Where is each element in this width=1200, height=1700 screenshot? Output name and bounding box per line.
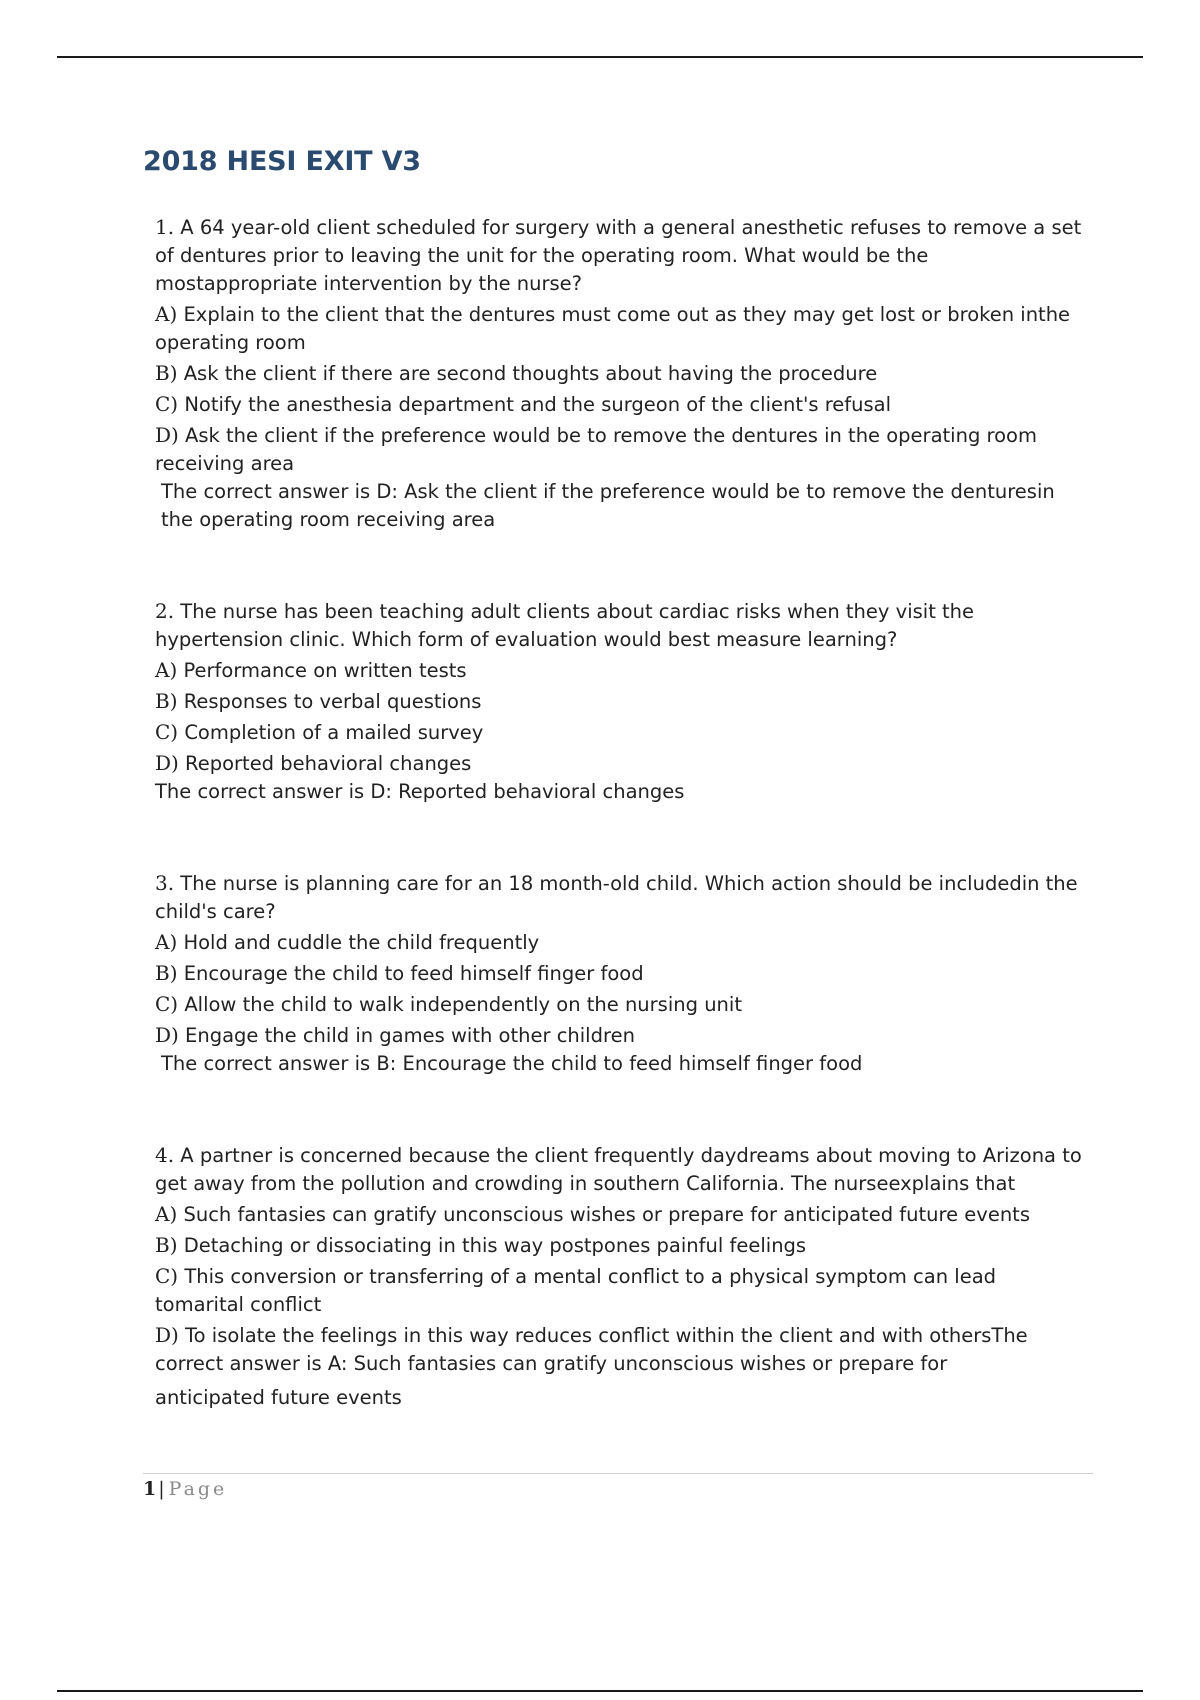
option-letter: C) [155, 992, 179, 1016]
option-text: Ask the client if there are second thoughts about having the procedure [183, 362, 878, 385]
option-letter: B) [155, 689, 178, 713]
option-c [155, 990, 1085, 1019]
page-number: 1 [143, 1478, 157, 1500]
option-d [155, 1321, 1085, 1378]
correct-answer: The correct answer is D: Ask the client if the preference would be to remove the denturesin the operating room receiving area [161, 480, 1055, 531]
option-b [155, 1231, 1085, 1260]
option-d [155, 421, 1085, 478]
question-list [155, 213, 1085, 1412]
option-letter: D) [155, 423, 179, 447]
header-rule [57, 56, 1143, 58]
option-a [155, 656, 1085, 685]
question-stem: The nurse is planning care for an 18 month-old child. Which action should be includedin the child's care? [155, 872, 1078, 923]
question-number: 2. [155, 599, 175, 623]
footer-rule [143, 1473, 1093, 1474]
option-a [155, 928, 1085, 957]
correct-answer: The correct answer is D: Reported behavioral changes [155, 780, 685, 803]
correct-answer: anticipated future events [155, 1386, 402, 1409]
option-letter: A) [155, 930, 178, 954]
question-text [155, 597, 1085, 654]
question-text [155, 1141, 1085, 1198]
page-footer [143, 1478, 227, 1500]
question-number: 3. [155, 871, 175, 895]
question-3 [155, 869, 1085, 1078]
option-letter: A) [155, 302, 178, 326]
option-letter: B) [155, 361, 178, 385]
option-text: To isolate the feelings in this way reduces conflict within the client and with othersThe correct answer is A: Such fantasies can gratify unconscious wishes or prepare for [155, 1324, 1028, 1375]
option-text: Completion of a mailed survey [184, 721, 484, 744]
option-text: Explain to the client that the dentures must come out as they may get lost or broken inthe operating room [155, 303, 1071, 354]
option-a [155, 300, 1085, 357]
option-letter: B) [155, 1233, 178, 1257]
option-d [155, 1021, 1085, 1050]
option-text: Hold and cuddle the child frequently [183, 931, 540, 954]
option-text: This conversion or transferring of a mental conflict to a physical symptom can lead tomarital conflict [155, 1265, 997, 1316]
option-letter: C) [155, 1264, 179, 1288]
option-letter: D) [155, 1323, 179, 1347]
document-title: 2018 HESI EXIT V3 [143, 146, 421, 177]
option-text: Reported behavioral changes [185, 752, 472, 775]
correct-answer: The correct answer is B: Encourage the child to feed himself finger food [161, 1052, 863, 1075]
option-letter: A) [155, 658, 178, 682]
option-text: Allow the child to walk independently on the nursing unit [184, 993, 742, 1016]
option-text: Encourage the child to feed himself finger food [183, 962, 644, 985]
option-letter: B) [155, 961, 178, 985]
question-stem: The nurse has been teaching adult clients about cardiac risks when they visit the hypertension clinic. Which form of evaluation would best measure learning? [155, 600, 975, 651]
option-b [155, 687, 1085, 716]
option-d [155, 749, 1085, 778]
question-2 [155, 597, 1085, 806]
option-letter: C) [155, 720, 179, 744]
option-a [155, 1200, 1085, 1229]
question-stem: A 64 year-old client scheduled for surgery with a general anesthetic refuses to remove a set of dentures prior to leaving the unit for the operating room. What would be the mostappropriate intervention by the nurse? [155, 216, 1082, 295]
option-c [155, 1262, 1085, 1319]
option-text: Notify the anesthesia department and the surgeon of the client's refusal [184, 393, 892, 416]
option-text: Engage the child in games with other children [185, 1024, 635, 1047]
question-1 [155, 213, 1085, 534]
question-number: 1. [155, 215, 175, 239]
question-number: 4. [155, 1143, 175, 1167]
option-letter: D) [155, 751, 179, 775]
option-b [155, 959, 1085, 988]
page-label: Page [168, 1478, 228, 1500]
option-text: Ask the client if the preference would be to remove the dentures in the operating room receiving area [155, 424, 1037, 475]
page-separator: | [158, 1478, 165, 1500]
option-letter: D) [155, 1023, 179, 1047]
option-b [155, 359, 1085, 388]
option-letter: C) [155, 392, 179, 416]
question-text [155, 213, 1085, 298]
option-text: Such fantasies can gratify unconscious wishes or prepare for anticipated future events [183, 1203, 1030, 1226]
option-text: Detaching or dissociating in this way postpones painful feelings [183, 1234, 807, 1257]
question-4 [155, 1141, 1085, 1412]
option-text: Responses to verbal questions [183, 690, 482, 713]
option-c [155, 390, 1085, 419]
question-stem: A partner is concerned because the client frequently daydreams about moving to Arizona to get away from the pollution and crowding in southern California. The nurseexplains that [155, 1144, 1082, 1195]
option-text: Performance on written tests [183, 659, 467, 682]
option-c [155, 718, 1085, 747]
question-text [155, 869, 1085, 926]
bottom-rule [57, 1690, 1143, 1692]
option-letter: A) [155, 1202, 178, 1226]
